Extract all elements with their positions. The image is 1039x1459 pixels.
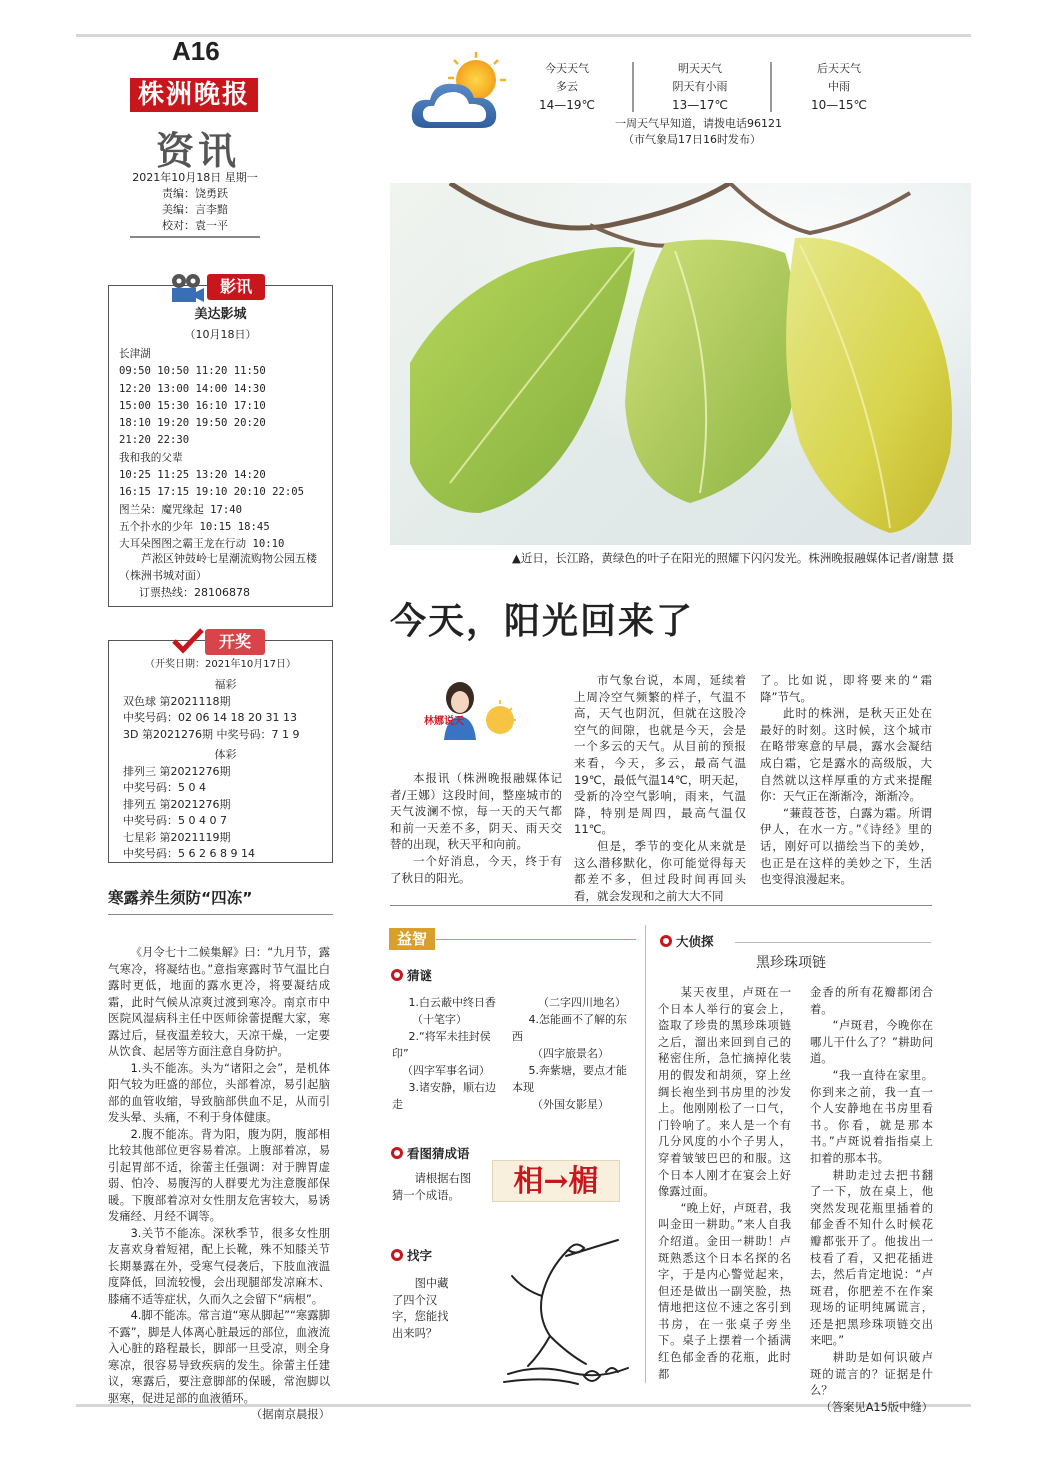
riddle-line: （十笔字） <box>412 1013 467 1026</box>
article-col-1 <box>390 770 562 886</box>
riddle-col-1 <box>392 994 502 1113</box>
cinema-badge: 影讯 <box>207 274 265 300</box>
proofreader-credit: 校对：袁一平 <box>162 219 228 232</box>
lottery-line: 七星彩 第2021119期 <box>123 830 231 844</box>
weather-after <box>784 60 894 114</box>
article-col-2 <box>574 672 746 904</box>
cinema-name: 美达影城 <box>194 307 247 322</box>
cinema-date: （10月18日） <box>184 328 257 341</box>
headline: 今天，阳光回来了 <box>390 600 695 642</box>
weather-tip <box>615 116 782 148</box>
article-para: “蒹葭苍苍，白露为霜。所谓伊人，在水一方。”《诗经》里的话，刚好可以描绘当下的美妙，也正是在这样的美妙之下，生活也变得浪漫起来。 <box>760 805 932 887</box>
weather-divider <box>770 62 772 112</box>
lottery-line: 3D 第2021276期 中奖号码：7 1 9 <box>123 727 300 741</box>
detective-heading-rule <box>735 942 931 943</box>
idiom-glyph: 相→楣 <box>513 1164 599 1199</box>
health-para: 4.脚不能冻。常言道“寒从脚起”“寒露脚不露”，脚是人体离心脏最远的部位，血液流入心脏的路程最长，脚部一旦受凉，则全身寒凉，很容易导致疾病的发生。徐蕾主任建议，寒露后，要注意脚部的保暖，常泡脚以驱寒，促进足部的血液循环。 <box>108 1309 330 1405</box>
cinema-address: 芦淞区钟鼓岭七星潮流购物公园五楼（株洲书城对面） <box>119 552 317 583</box>
puzzle-column-divider <box>645 925 646 1383</box>
schedule-line: 16:15 17:15 19:10 20:10 22:05 <box>119 486 304 499</box>
film-camera-icon <box>169 272 205 306</box>
lottery-line: 中奖号码：02 06 14 18 20 31 13 <box>123 711 297 724</box>
checkmark-icon <box>171 627 205 655</box>
health-para: 3.关节不能冻。深秋季节，很多女性朋友喜欢身着短裙，配上长靴，殊不知膝关节长期暴露在外，受寒气侵袭后，下肢血液温度降低，回流较慢，会出现腿部发凉麻木、膝痛不适等症状，久而久之会留下“病根”。 <box>108 1226 330 1306</box>
article-para: 一个好消息，今天，终于有了秋日的阳光。 <box>390 853 562 885</box>
photo-caption: ▲近日，长江路，黄绿色的叶子在阳光的照耀下闪闪发光。株洲晚报融媒体记者/谢慧 摄 <box>512 551 954 565</box>
weather-tomorrow-label: 明天天气 <box>678 62 722 75</box>
bullet-icon <box>391 1147 403 1159</box>
bullet-icon <box>391 969 403 981</box>
cinema-schedule <box>119 346 329 554</box>
section-title: 资讯 <box>156 128 241 173</box>
story-para: 耕助是如何识破卢斑的谎言的？证据是什么？ <box>810 1351 933 1398</box>
riddle-line: （外国女影星） <box>532 1098 609 1111</box>
health-body <box>108 945 330 1424</box>
health-para: 《月令七十二候集解》曰：“九月节，露气寒冷，将凝结也。”意指寒露时节气温比白露时更低，地面的露水更冷，将要凝结成霜，此时气候从凉爽过渡到寒冷。南京市中医院风湿病科主任中医师徐蕾提醒大家，寒露过后，昼夜温差较大，天凉干燥，一定要从饮食、起居等方面注意自身防护。 <box>108 946 330 1058</box>
leaves-illustration <box>390 183 971 545</box>
schedule-line: 10:25 11:25 13:20 14:20 <box>119 469 266 482</box>
cinema-box <box>108 277 333 607</box>
riddle-line: 1.白云蔽中终日香 <box>408 996 496 1009</box>
idiom-prompt: 请根据右图猜一个成语。 <box>392 1172 472 1202</box>
idiom-heading <box>391 1144 470 1162</box>
bullet-icon <box>660 935 672 947</box>
paper-logo: 株洲晚报 <box>130 78 258 112</box>
weather-today-cond: 多云 <box>556 80 578 93</box>
masthead-underline <box>130 236 260 238</box>
weather-hotline: 一周天气早知道，请拨电话96121 <box>615 117 782 130</box>
weather-cloud-sun-icon <box>408 50 518 140</box>
weather-divider <box>632 62 634 112</box>
article-para: 此时的株洲，是秋天正处在最好的时刻。这时候，这个城市在略带寒意的早晨，露水会凝结成白霜，它是露水的高级版，大自然就以这样厚重的方式来提醒你：天气正在渐渐冷，渐渐冷。 <box>760 706 932 804</box>
designer-credit: 美编：言李黯 <box>162 203 228 216</box>
reporter-portrait-icon <box>420 678 520 740</box>
riddle-line: 2.“将军未挂封侯印” <box>392 1030 491 1060</box>
health-source: （据南京晨报） <box>250 1408 330 1421</box>
weather-source: （市气象局17日16时发布） <box>623 133 761 146</box>
bullet-icon <box>391 1249 403 1261</box>
riddle-line: （四字军事名词） <box>402 1064 490 1077</box>
editor-credit: 责编：饶勇跃 <box>162 187 228 200</box>
lottery-line: 排列三 第2021276期 <box>123 764 231 778</box>
weather-after-cond: 中雨 <box>828 80 850 93</box>
riddle-line: 5.奔紫塘，要点才能本现 <box>512 1064 627 1094</box>
puzzle-section-badge: 益智 <box>389 928 435 950</box>
welfare-title: 福彩 <box>214 678 237 691</box>
schedule-line: 15:00 15:30 16:10 17:10 <box>119 399 266 412</box>
riddle-line: 4.怎能画不了解的东西 <box>512 1013 627 1043</box>
weather-tomorrow <box>645 60 755 114</box>
cinema-hotline: 订票热线：28106878 <box>139 586 250 599</box>
schedule-line: 五个扑水的少年 10:15 18:45 <box>119 520 270 533</box>
leaves-photo <box>390 183 971 545</box>
article-separator <box>390 905 932 906</box>
article-para: 本报讯（株洲晚报融媒体记者/王娜）这段时间，整座城市的天气波澜不惊，每一天的天气都和前一天差不多，阴天、雨天交替的出现，秋天平和向前。 <box>390 771 562 852</box>
story-title: 黑珍珠项链 <box>756 955 826 971</box>
weather-today-temp: 14—19℃ <box>538 98 595 112</box>
page-number: A16 <box>172 36 220 66</box>
lottery-line: 排列五 第2021276期 <box>123 797 231 811</box>
health-para: 1.头不能冻。头为“诸阳之会”，是机体阳气较为旺盛的部位，头部着凉，易引起脑部的血管收缩，导致脑部供血不足，从而引发头晕、头痛，不利于身体健康。 <box>108 1061 330 1124</box>
findword-heading <box>391 1246 432 1264</box>
story-para: “卢斑君，今晚你在哪儿干什么了？”耕助问道。 <box>810 1019 933 1066</box>
masthead-meta <box>130 170 260 234</box>
lottery-date: （开奖日期：2021年10月17日） <box>145 659 296 670</box>
weather-today <box>512 60 622 114</box>
story-para: 耕助走过去把书翻了一下，放在桌上，他突然发现花瓶里插着的郁金香不知什么时候花瓣都张开了。他拔出一枝看了看，又把花插进去，然后肯定地说：“卢斑君，你肥差不在作案现场的证明纯属谎言，还是把黑珍珠项链交出来吧。” <box>810 1168 933 1348</box>
riddle-title: 猜谜 <box>407 968 433 983</box>
detective-title: 大侦探 <box>676 934 714 949</box>
health-title: 寒露养生须防“四冻” <box>108 889 253 907</box>
schedule-line: 09:50 10:50 11:20 11:50 <box>119 365 266 378</box>
detective-heading <box>660 932 714 950</box>
reporter-avatar <box>420 678 520 740</box>
article-para: 市气象台说，本周，延续着上周冷空气频繁的样子，气温不高，天气也阴沉，但就在这股冷空气的间隙，也就是今天，会是一个多云的天气。从目前的预报来看，今天，多云，最高气温19℃，最低气温14℃，明天起，受新的冷空气影响，雨来，气温降，特别是周四，最高气温仅11℃。 <box>574 673 746 837</box>
weather-tomorrow-temp: 13—17℃ <box>671 98 728 112</box>
article-para: 了。比如说，即将要来的“霜降”节气。 <box>760 673 932 704</box>
lottery-welfare <box>123 677 328 863</box>
health-title-rule <box>108 914 333 915</box>
schedule-line: 长津湖 <box>119 348 151 360</box>
story-para: 某天夜里，卢斑在一个日本人举行的宴会上，盗取了珍贵的黑珍珠项链之后，溜出来回到自己的秘密住所，急忙摘掉化装用的假发和胡须，穿上丝绸长袍坐到书房里的沙发上。他刚刚松了一口气，门铃响了。来人是一个有几分风度的小个子男人，穿着皱皱巴巴的和服。这个日本人刚才在宴会上好像露过面。 <box>658 986 791 1199</box>
weather-after-temp: 10—15℃ <box>810 98 867 112</box>
story-para: 金香的所有花瓣都闭合着。 <box>810 986 933 1016</box>
findword-title: 找字 <box>407 1248 433 1263</box>
issue-date: 2021年10月18日 星期一 <box>132 171 258 184</box>
schedule-line: 21:20 22:30 <box>119 434 190 447</box>
lottery-line: 中奖号码：5 0 4 <box>123 781 206 794</box>
riddle-line: 3.诸安静，顺右边走 <box>392 1081 496 1111</box>
story-para: “晚上好，卢斑君，我叫金田一耕助。”来人自我介绍道。金田一耕助！卢斑熟悉这个日本名探的名字，于是内心警觉起来，但还是做出一副笑脸，热情地把这位不速之客引到书房，在一张桌子旁坐下。桌子上摆着一个插满红色郁金香的花瓶，此时都 <box>658 1201 791 1381</box>
riddle-col-2 <box>512 994 632 1113</box>
weather-after-label: 后天天气 <box>817 62 861 75</box>
weather-tomorrow-cond: 阴天有小雨 <box>672 80 728 93</box>
detective-col-1 <box>658 985 791 1383</box>
sports-title: 体彩 <box>214 748 237 761</box>
riddle-line: （四字旅景名） <box>532 1047 609 1060</box>
story-answer-note: （答案见A15版中缝） <box>820 1400 933 1414</box>
health-para: 2.腹不能冻。背为阳，腹为阴，腹部相比较其他部位更容易着凉。上腹部着凉，易引起胃部不适，徐蕾主任强调：对于脾胃虚弱、怕冷、易腹泻的人群要尤为注意腹部保暖。下腹部着凉对女性朋友危害较大，易诱发痛经、月经不调等。 <box>108 1127 330 1223</box>
reporter-tag: 林娜说天 <box>424 716 464 727</box>
weather-today-label: 今天天气 <box>545 62 589 75</box>
riddle-line: （二字四川地名） <box>538 996 626 1009</box>
schedule-line: 图兰朵：魔咒缘起 17:40 <box>119 503 243 516</box>
idiom-glyph-box <box>492 1160 620 1202</box>
idiom-title: 看图猜成语 <box>407 1146 470 1161</box>
dancer-line-art-icon <box>488 1236 638 1388</box>
lottery-box <box>108 632 333 863</box>
lottery-line: 中奖号码：5 0 4 0 7 <box>123 814 227 827</box>
schedule-line: 大耳朵图图之霸王龙在行动 10:10 <box>119 538 285 551</box>
lottery-line: 双色球 第2021118期 <box>123 694 231 708</box>
findword-prompt: 图中藏了四个汉字，您能找出来吗？ <box>392 1277 449 1340</box>
story-para: “我一直待在家里。你到来之前，我一直一个人安静地在书房里看书。你看，就是那本书。”卢斑说着指指桌上扣着的那本书。 <box>810 1068 933 1165</box>
schedule-line: 12:20 13:00 14:00 14:30 <box>119 382 266 395</box>
article-col-3 <box>760 672 932 888</box>
schedule-line: 18:10 19:20 19:50 20:20 <box>119 417 266 430</box>
lottery-line: 中奖号码：5 6 2 6 8 9 14 <box>123 847 255 860</box>
article-para: 但是，季节的变化从来就是这么潜移默化，你可能觉得每天都差不多，但过段时间再回头看，就会发现和之前大大不同 <box>574 838 746 903</box>
lottery-badge: 开奖 <box>205 629 265 655</box>
puzzle-section-rule <box>436 939 636 940</box>
detective-col-2 <box>810 985 933 1416</box>
schedule-line: 我和我的父辈 <box>119 451 183 464</box>
riddle-heading <box>391 966 432 984</box>
